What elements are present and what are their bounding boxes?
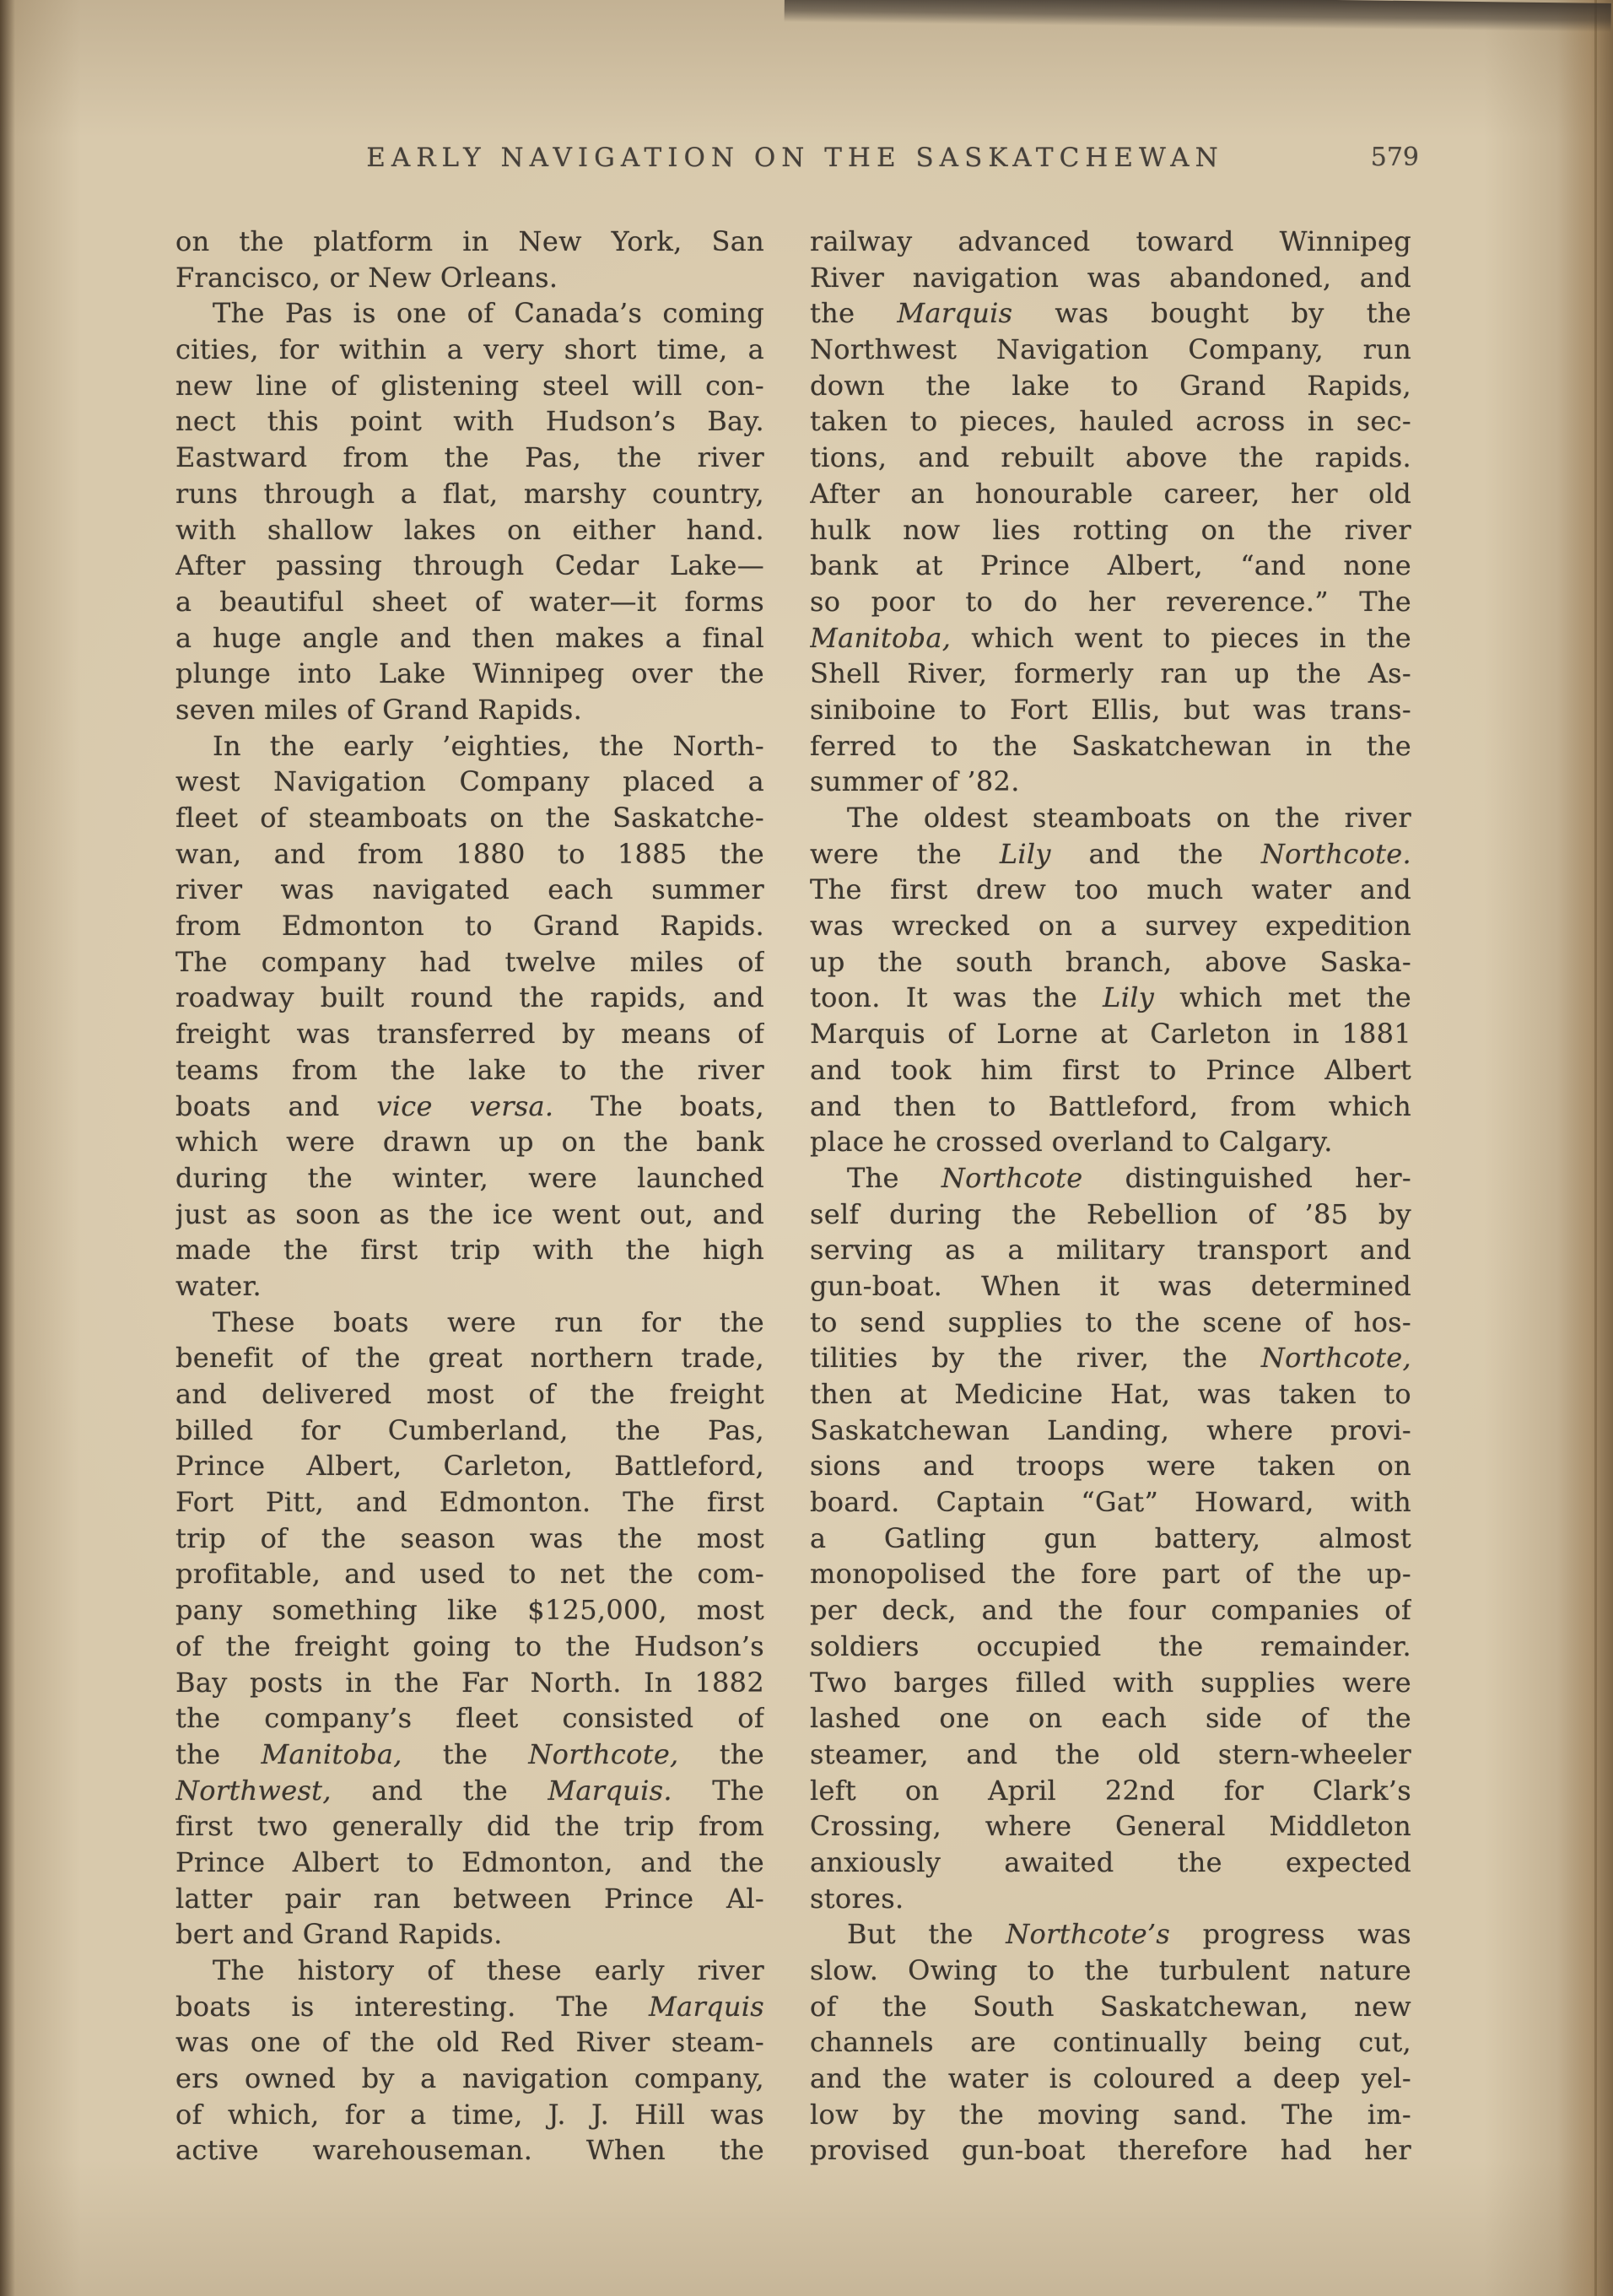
text-run: boats and xyxy=(175,1089,377,1122)
text-line: roadway built round the rapids, and xyxy=(175,981,764,1014)
text-line: plunge into Lake Winnipeg over the xyxy=(175,657,764,690)
text-line: soldiers occupied the remainder. xyxy=(810,1629,1411,1662)
text-line: benefit of the great northern trade, xyxy=(175,1342,764,1375)
italic-text: Northcote. xyxy=(1260,837,1411,870)
text-line: of which, for a time, J. J. Hill was xyxy=(175,2098,764,2131)
text-line: freight was transferred by means of xyxy=(175,1018,764,1051)
text-column-right xyxy=(810,224,1411,2173)
text-line: steamer, and the old stern-wheeler xyxy=(810,1737,1411,1770)
text-line: left on April 22nd for Clark’s xyxy=(810,1774,1411,1807)
text-line: stores. xyxy=(810,1882,904,1915)
text-line: Francisco, or New Orleans. xyxy=(175,261,558,294)
text-line xyxy=(175,1737,764,1773)
text-run: and the xyxy=(1050,837,1261,870)
text-line: provised gun-boat therefore had her xyxy=(810,2134,1411,2167)
page-top-edge xyxy=(785,0,1611,32)
paragraph xyxy=(810,1916,1411,2169)
text-line xyxy=(175,1773,764,1809)
text-line: and the water is coloured a deep yel- xyxy=(810,2062,1411,2095)
text-line: Bay posts in the Far North. In 1882 xyxy=(175,1666,764,1699)
text-run: The xyxy=(672,1774,764,1807)
text-run: boats is interesting. The xyxy=(175,1990,649,2023)
text-line xyxy=(810,1916,1411,1953)
text-run: The boats, xyxy=(553,1089,764,1122)
text-line: pany something like $125,000, most xyxy=(175,1594,764,1627)
text-line xyxy=(810,620,1411,656)
italic-text: Lily xyxy=(1103,981,1155,1014)
text-line xyxy=(175,1989,764,2025)
text-line: was wrecked on a survey expedition xyxy=(810,910,1411,943)
text-line: Eastward from the Pas, the river xyxy=(175,441,764,474)
text-line: fleet of steamboats on the Saskatche- xyxy=(175,802,764,834)
text-line xyxy=(175,1089,764,1125)
text-run: toon. It was the xyxy=(810,981,1103,1014)
text-line: seven miles of Grand Rapids. xyxy=(175,693,583,726)
text-line: just as soon as the ice went out, and xyxy=(175,1197,764,1230)
text-line: a huge angle and then makes a final xyxy=(175,621,764,654)
text-line: nect this point with Hudson’s Bay. xyxy=(175,405,764,438)
italic-text: Northcote, xyxy=(528,1737,679,1770)
text-line: bank at Prince Albert, “and none xyxy=(810,549,1411,582)
paragraph xyxy=(175,728,764,1305)
text-line: made the first trip with the high xyxy=(175,1234,764,1267)
text-run: were the xyxy=(810,837,1000,870)
text-line xyxy=(810,980,1411,1016)
text-line: active warehouseman. When the xyxy=(175,2134,764,2167)
text-line: profitable, and used to net the com- xyxy=(175,1558,764,1591)
text-line: first two generally did the trip from xyxy=(175,1810,764,1843)
italic-text: Marquis. xyxy=(548,1774,672,1807)
text-line: and delivered most of the freight xyxy=(175,1378,764,1410)
text-line: the company’s fleet consisted of xyxy=(175,1702,764,1735)
text-line: up the south branch, above Saska- xyxy=(810,945,1411,978)
text-run: the xyxy=(810,297,898,330)
paragraph xyxy=(175,1953,764,2169)
text-line: ferred to the Saskatchewan in the xyxy=(810,729,1411,762)
text-line: channels are continually being cut, xyxy=(810,2026,1411,2059)
text-line: latter pair ran between Prince Al- xyxy=(175,1882,764,1915)
text-line xyxy=(810,1160,1411,1197)
text-run: But the xyxy=(847,1918,1006,1951)
text-line: from Edmonton to Grand Rapids. xyxy=(175,910,764,943)
text-line: railway advanced toward Winnipeg xyxy=(810,225,1411,257)
text-line: wan, and from 1880 to 1885 the xyxy=(175,837,764,870)
text-line: on the platform in New York, San xyxy=(175,225,764,257)
text-line: slow. Owing to the turbulent nature xyxy=(810,1954,1411,1986)
text-line xyxy=(810,1340,1411,1376)
running-head-title: EARLY NAVIGATION ON THE SASKATCHEWAN xyxy=(366,143,1224,173)
text-line: runs through a flat, marshy country, xyxy=(175,477,764,510)
text-line: cities, for within a very short time, a xyxy=(175,333,764,366)
text-line: ers owned by a navigation company, xyxy=(175,2062,764,2095)
text-line: Marquis of Lorne at Carleton in 1881 xyxy=(810,1018,1411,1051)
text-column-left xyxy=(175,224,764,2173)
text-line: lashed one on each side of the xyxy=(810,1702,1411,1735)
text-line: In the early ’eighties, the North- xyxy=(213,729,764,762)
text-run: and the xyxy=(331,1774,548,1807)
text-line: These boats were run for the xyxy=(213,1305,764,1338)
italic-text: vice versa. xyxy=(376,1089,554,1122)
text-line: per deck, and the four companies of xyxy=(810,1594,1411,1627)
text-line: River navigation was abandoned, and xyxy=(810,261,1411,294)
page-number: 579 xyxy=(1370,143,1419,172)
italic-text: Northcote’s xyxy=(1006,1918,1171,1951)
text-line: self during the Rebellion of ’85 by xyxy=(810,1197,1411,1230)
text-line: of the freight going to the Hudson’s xyxy=(175,1629,764,1662)
text-line: Prince Albert to Edmonton, and the xyxy=(175,1845,764,1878)
italic-text: Northwest, xyxy=(175,1774,332,1807)
italic-text: Lily xyxy=(999,837,1051,870)
text-line: a beautiful sheet of water—it forms xyxy=(175,585,764,618)
text-line: anxiously awaited the expected xyxy=(810,1845,1411,1878)
text-line: summer of ’82. xyxy=(810,765,1020,798)
text-run: tilities by the river, the xyxy=(810,1342,1261,1375)
text-line: Two barges filled with supplies were xyxy=(810,1666,1411,1699)
text-line: and took him first to Prince Albert xyxy=(810,1053,1411,1086)
text-line: Prince Albert, Carleton, Battleford, xyxy=(175,1450,764,1483)
text-line: Northwest Navigation Company, run xyxy=(810,333,1411,366)
text-line: new line of glistening steel will con- xyxy=(175,369,764,402)
paragraph xyxy=(175,1305,764,1953)
page-binding-edge xyxy=(0,0,15,2296)
italic-text: Manitoba, xyxy=(810,621,952,654)
text-line: down the lake to Grand Rapids, xyxy=(810,369,1411,402)
text-line: board. Captain “Gat” Howard, with xyxy=(810,1486,1411,1519)
text-line: trip of the season was the most xyxy=(175,1521,764,1554)
text-line: with shallow lakes on either hand. xyxy=(175,513,764,546)
paragraph xyxy=(810,1160,1411,1916)
text-line: serving as a military transport and xyxy=(810,1234,1411,1267)
text-run: which went to pieces in the xyxy=(951,621,1411,654)
text-line: gun-boat. When it was determined xyxy=(810,1269,1411,1302)
italic-text: Northcote xyxy=(941,1161,1083,1194)
text-line: Crossing, where General Middleton xyxy=(810,1810,1411,1843)
text-run: was bought by the xyxy=(1012,297,1411,330)
text-line: sions and troops were taken on xyxy=(810,1450,1411,1483)
text-line: siniboine to Fort Ellis, but was trans- xyxy=(810,693,1411,726)
text-line: After an honourable career, her old xyxy=(810,477,1411,510)
text-run: the xyxy=(175,1737,262,1770)
text-line: The Pas is one of Canada’s coming xyxy=(213,297,764,330)
text-line: After passing through Cedar Lake— xyxy=(175,549,764,582)
paragraph xyxy=(810,800,1411,1160)
text-run: The xyxy=(847,1161,941,1194)
italic-text: Manitoba, xyxy=(261,1737,402,1770)
text-line: to send supplies to the scene of hos- xyxy=(810,1305,1411,1338)
text-line: which were drawn up on the bank xyxy=(175,1126,764,1159)
text-run: the xyxy=(678,1737,764,1770)
paragraph xyxy=(175,224,764,295)
text-line: water. xyxy=(175,1269,262,1302)
text-line: The first drew too much water and xyxy=(810,873,1411,906)
text-line: Saskatchewan Landing, where provi- xyxy=(810,1413,1411,1446)
text-line: The company had twelve miles of xyxy=(175,945,764,978)
text-line: of the South Saskatchewan, new xyxy=(810,1990,1411,2023)
text-run: the xyxy=(402,1737,529,1770)
text-line: The oldest steamboats on the river xyxy=(847,802,1411,834)
paragraph xyxy=(175,295,764,727)
text-line: then at Medicine Hat, was taken to xyxy=(810,1378,1411,1410)
text-run: which met the xyxy=(1154,981,1411,1014)
text-line: so poor to do her reverence.” The xyxy=(810,585,1411,618)
text-run: distinguished her- xyxy=(1082,1161,1411,1194)
text-line xyxy=(810,295,1411,332)
text-line: taken to pieces, hauled across in sec- xyxy=(810,405,1411,438)
text-line: place he crossed overland to Calgary. xyxy=(810,1126,1333,1159)
text-line: river was navigated each summer xyxy=(175,873,764,906)
text-line: Shell River, formerly ran up the As- xyxy=(810,657,1411,690)
text-line: west Navigation Company placed a xyxy=(175,765,764,798)
text-line xyxy=(810,836,1411,872)
italic-text: Marquis xyxy=(649,1990,764,2023)
text-line: teams from the lake to the river xyxy=(175,1053,764,1086)
text-line: The history of these early river xyxy=(213,1954,764,1986)
page-outer-edge-shadow xyxy=(1557,0,1613,2296)
text-line: hulk now lies rotting on the river xyxy=(810,513,1411,546)
text-line: a Gatling gun battery, almost xyxy=(810,1521,1411,1554)
text-line: billed for Cumberland, the Pas, xyxy=(175,1413,764,1446)
text-line: Fort Pitt, and Edmonton. The first xyxy=(175,1486,764,1519)
text-line: during the winter, were launched xyxy=(175,1161,764,1194)
italic-text: Marquis xyxy=(897,297,1013,330)
page-outer-edge-line xyxy=(1594,0,1597,2296)
text-run: progress was xyxy=(1170,1918,1411,1951)
text-line: bert and Grand Rapids. xyxy=(175,1918,503,1951)
paragraph xyxy=(810,224,1411,800)
text-line: and then to Battleford, from which xyxy=(810,1089,1411,1122)
text-line: low by the moving sand. The im- xyxy=(810,2098,1411,2131)
text-line: tions, and rebuilt above the rapids. xyxy=(810,441,1411,474)
italic-text: Northcote, xyxy=(1260,1342,1411,1375)
text-line: was one of the old Red River steam- xyxy=(175,2026,764,2059)
text-line: monopolised the fore part of the up- xyxy=(810,1558,1411,1591)
